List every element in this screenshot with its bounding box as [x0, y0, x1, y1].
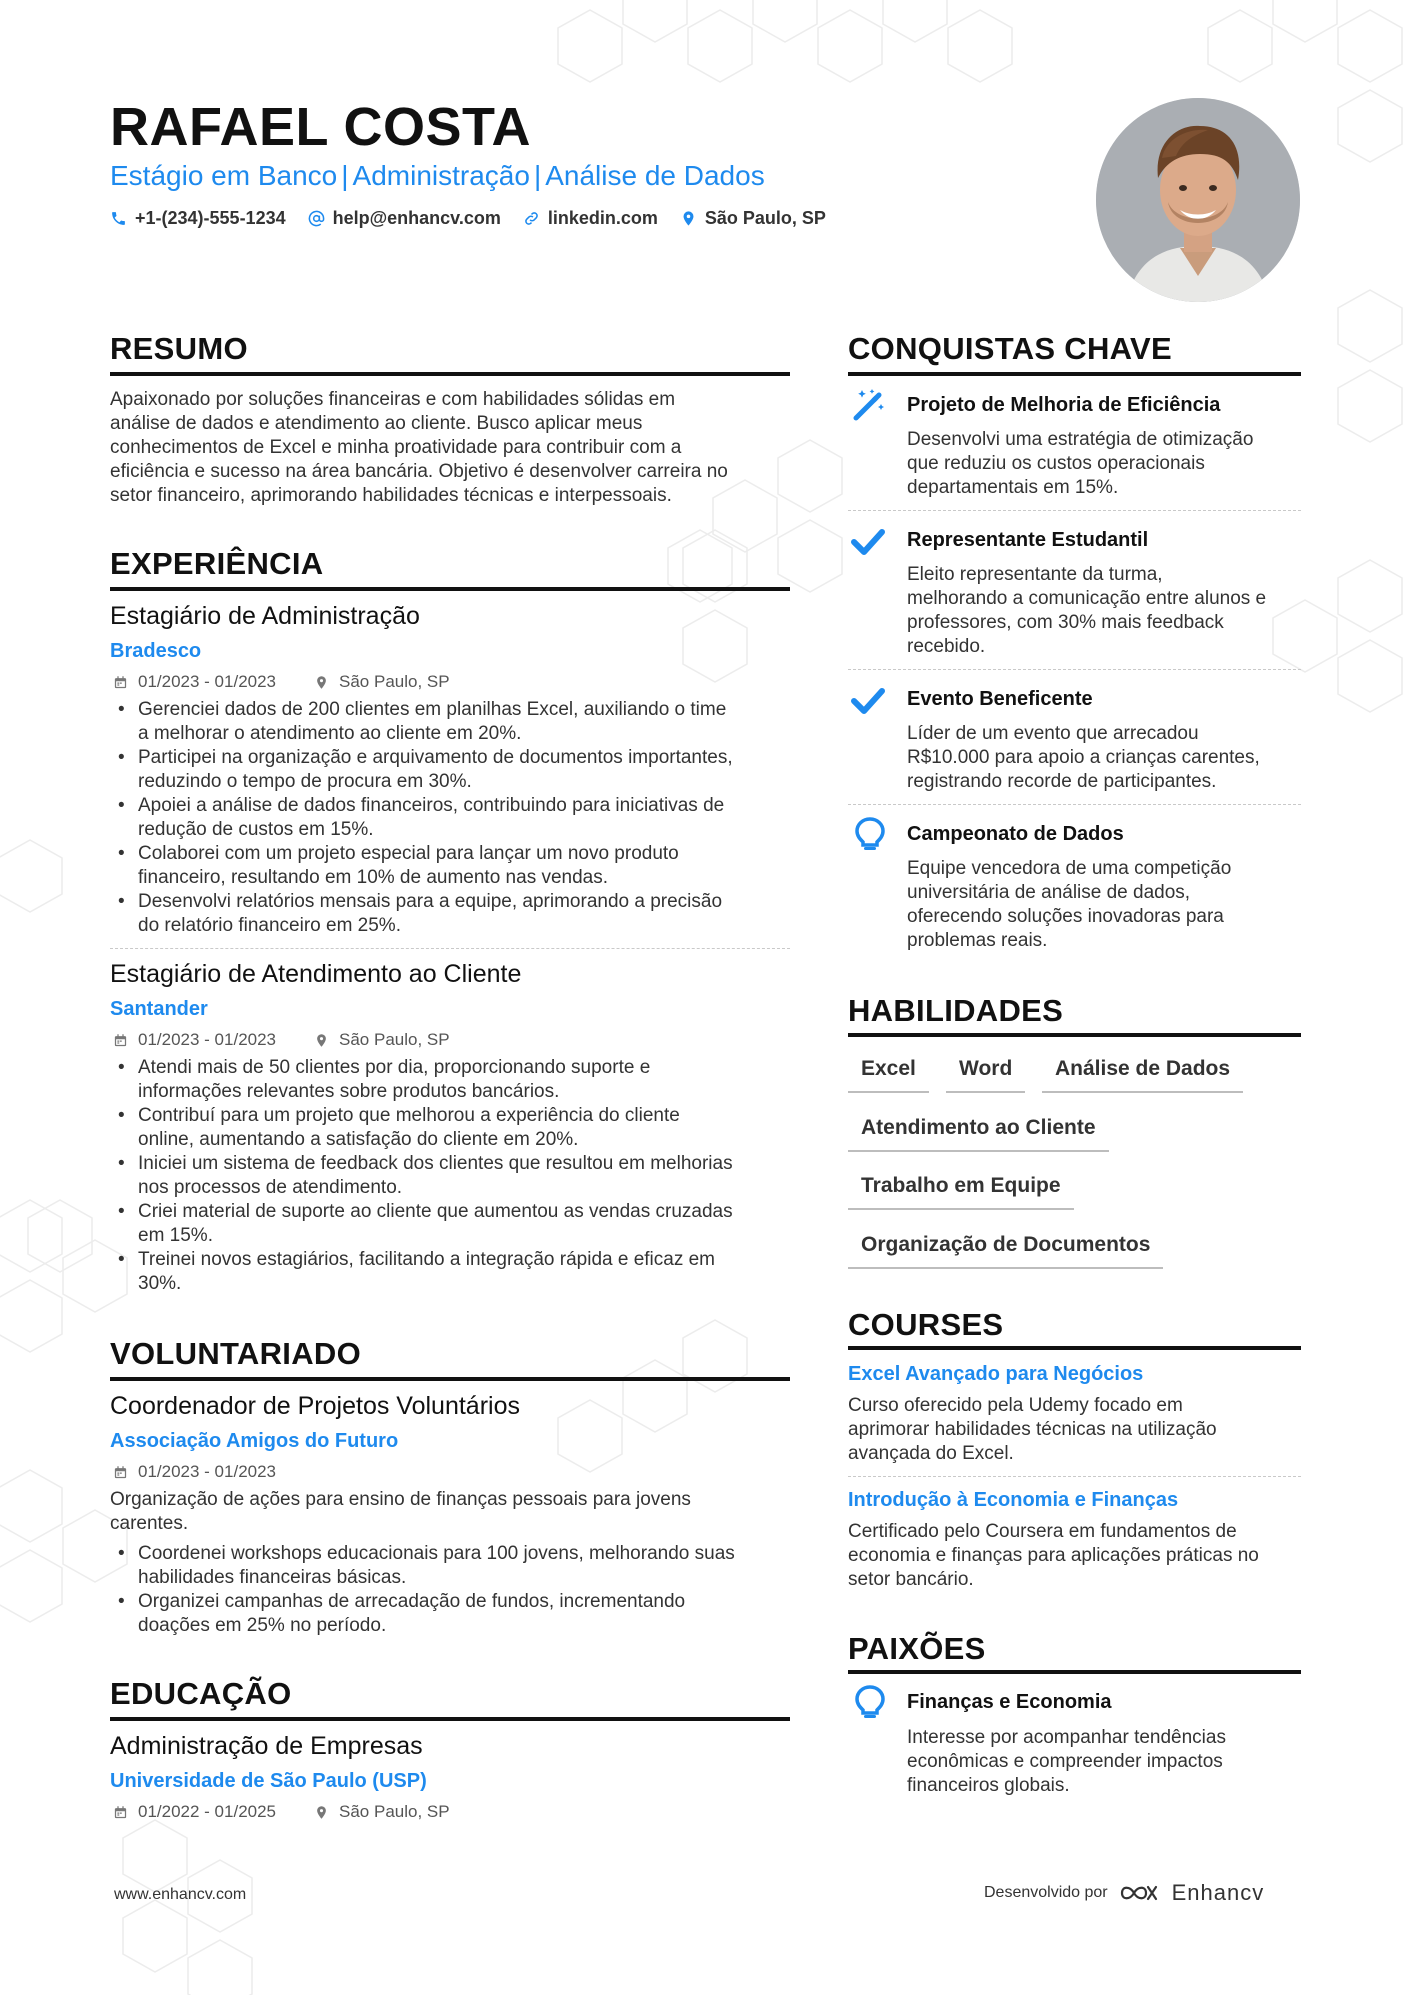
at-sign-icon: [308, 210, 325, 227]
achievements-rule: [848, 372, 1301, 376]
course-divider: [848, 1476, 1301, 1477]
contact-bar: [110, 208, 826, 229]
linkedin-link: linkedin.com: [547, 208, 658, 228]
contact-email[interactable]: [308, 208, 501, 229]
passion-description: Interesse por acompanhar tendências econômicas e compreender impactos financeiros globais.: [907, 1727, 1226, 1796]
course-title: Introdução à Economia e Finanças: [848, 1489, 1179, 1511]
location-pin-icon: [314, 1805, 329, 1820]
achievement-title: Campeonato de Dados: [907, 823, 1124, 845]
passion-title: Finanças e Economia: [907, 1691, 1112, 1713]
skill-tag: Análise de Dados: [1042, 1057, 1243, 1093]
job-role: Estagiário de Administração: [110, 602, 420, 630]
location-pin-icon: [314, 675, 329, 690]
volunteer-rule: [110, 1377, 790, 1381]
magic-wand-icon: [850, 386, 886, 422]
email-address: help@enhancv.com: [332, 208, 501, 228]
achievement-divider: [848, 804, 1301, 805]
bullet-item: • Participei na organização e arquivamento de documentos importantes, reduzindo o tempo de procura em 30%.: [110, 746, 733, 794]
location-text: São Paulo, SP: [704, 208, 826, 228]
summary-line: Apaixonado por soluções financeiras e com habilidades sólidas em: [110, 389, 676, 410]
skills-rule: [848, 1033, 1301, 1037]
bullet-item: • Atendi mais de 50 clientes por dia, proporcionando suporte e informações relevantes sobre produtos bancários.: [110, 1056, 733, 1104]
bullet-item: • Desenvolvi relatórios mensais para a equipe, aprimorando a precisão do relatório financeiro em 25%.: [110, 890, 733, 938]
profile-photo: [1096, 98, 1300, 302]
achievements-heading: CONQUISTAS CHAVE: [848, 331, 1173, 366]
job-divider: [110, 948, 790, 949]
summary-line: eficiência e sucesso na área bancária. Objetivo é desenvolver carreira no: [110, 461, 728, 482]
job-dates: 01/2023 - 01/2023: [138, 672, 277, 691]
checkmark-icon: [850, 683, 886, 719]
course-description: Curso oferecido pela Udemy focado em aprimorar habilidades técnicas na utilização avançada do Excel.: [848, 1395, 1217, 1464]
summary-line: conhecimentos de Excel e minha proatividade para contribuir com a: [110, 437, 682, 458]
summary-heading: RESUMO: [110, 331, 248, 366]
calendar-icon: [113, 675, 128, 690]
job-company: Santander: [110, 998, 208, 1020]
job-bullets: [110, 698, 733, 938]
checkmark-icon: [850, 524, 886, 560]
location-pin-icon: [680, 210, 697, 227]
skill-tag: Trabalho em Equipe: [848, 1174, 1074, 1210]
volunteer-description: Organização de ações para ensino de finanças pessoais para jovens carentes.: [110, 1489, 691, 1534]
volunteer-meta: [113, 1462, 276, 1482]
experience-rule: [110, 587, 790, 591]
powered-by-text: Desenvolvido por: [984, 1884, 1108, 1901]
footer-branding: [984, 1880, 1264, 1906]
courses-heading: COURSES: [848, 1307, 1004, 1342]
phone-icon: [110, 210, 127, 227]
education-location: São Paulo, SP: [339, 1802, 450, 1821]
achievement-description: Equipe vencedora de uma competição universitária de análise de dados, oferecendo soluções inovadoras para problemas reais.: [907, 858, 1232, 951]
skill-tag: Excel: [848, 1057, 929, 1093]
lightbulb-icon: [852, 816, 888, 852]
link-icon: [523, 210, 540, 227]
skill-tag: Organização de Documentos: [848, 1233, 1163, 1269]
volunteer-org: Associação Amigos do Futuro: [110, 1430, 399, 1452]
bullet-item: • Treinei novos estagiários, facilitando a integração rápida e eficaz em 30%.: [110, 1248, 733, 1296]
bullet-item: • Iniciei um sistema de feedback dos clientes que resultou em melhorias nos processos de atendimento.: [110, 1152, 733, 1200]
summary-text: [110, 388, 728, 508]
skill-tag: Word: [946, 1057, 1025, 1093]
job-location: São Paulo, SP: [339, 1030, 450, 1049]
bullet-item: • Criei material de suporte ao cliente que aumentou as vendas cruzadas em 15%.: [110, 1200, 733, 1248]
lightbulb-icon: [852, 1684, 888, 1720]
job-bullets: [110, 1056, 733, 1296]
calendar-icon: [113, 1805, 128, 1820]
tagline-skill: Análise de Dados: [545, 160, 765, 191]
job-location: São Paulo, SP: [339, 672, 450, 691]
job-dates: 01/2023 - 01/2023: [138, 1030, 277, 1049]
course-title: Excel Avançado para Negócios: [848, 1363, 1144, 1385]
achievement-title: Projeto de Melhoria de Eficiência: [907, 394, 1221, 416]
calendar-icon: [113, 1033, 128, 1048]
tagline-role: Estágio em Banco: [110, 160, 338, 191]
education-dates: 01/2022 - 01/2025: [138, 1802, 277, 1821]
course-description: Certificado pelo Coursera em fundamentos de economia e finanças para aplicações práticas no setor bancário.: [848, 1521, 1259, 1590]
courses-rule: [848, 1346, 1301, 1350]
tagline-separator: |: [341, 160, 349, 191]
education-rule: [110, 1717, 790, 1721]
job-company: Bradesco: [110, 640, 202, 662]
volunteer-role: Coordenador de Projetos Voluntários: [110, 1392, 520, 1420]
brand-name: Enhancv: [1171, 1880, 1265, 1905]
volunteer-bullets: [110, 1542, 735, 1638]
summary-rule: [110, 372, 790, 376]
job-meta: [113, 672, 450, 692]
phone-number: +1-(234)-555-1234: [135, 208, 286, 228]
achievement-divider: [848, 669, 1301, 670]
tagline-field: Administração: [352, 160, 530, 191]
contact-phone[interactable]: [110, 208, 286, 229]
achievement-description: Eleito representante da turma, melhorando a comunicação entre alunos e professores, com 30% mais feedback recebido.: [907, 564, 1267, 657]
location-pin-icon: [314, 1033, 329, 1048]
education-degree: Administração de Empresas: [110, 1732, 423, 1760]
summary-line: setor financeiro, aprimorando habilidades técnicas e interpessoais.: [110, 485, 672, 506]
passions-heading: PAIXÕES: [848, 1631, 986, 1666]
education-heading: EDUCAÇÃO: [110, 1676, 292, 1711]
contact-linkedin[interactable]: [523, 208, 658, 229]
achievement-description: Desenvolvi uma estratégia de otimização que reduziu os custos operacionais departamentais em 15%.: [907, 429, 1254, 498]
bullet-item: • Organizei campanhas de arrecadação de fundos, incrementando doações em 25% no período.: [110, 1590, 735, 1638]
experience-heading: EXPERIÊNCIA: [110, 546, 324, 581]
summary-line: análise de dados e atendimento ao cliente. Busco aplicar meus: [110, 413, 643, 434]
skills-heading: HABILIDADES: [848, 993, 1064, 1028]
skill-tag: Atendimento ao Cliente: [848, 1116, 1109, 1152]
passions-rule: [848, 1670, 1301, 1674]
calendar-icon: [113, 1465, 128, 1480]
bullet-item: • Coordenei workshops educacionais para 100 jovens, melhorando suas habilidades financeiras básicas.: [110, 1542, 735, 1590]
achievement-divider: [848, 510, 1301, 511]
bullet-item: • Contribuí para um projeto que melhorou a experiência do cliente online, aumentando a satisfação do cliente em 20%.: [110, 1104, 733, 1152]
job-role: Estagiário de Atendimento ao Cliente: [110, 960, 522, 988]
achievement-description: Líder de um evento que arrecadou R$10.000 para apoio a crianças carentes, registrando recorde de participantes.: [907, 723, 1260, 792]
bullet-item: • Apoiei a análise de dados financeiros, contribuindo para iniciativas de redução de custos em 15%.: [110, 794, 733, 842]
achievement-title: Representante Estudantil: [907, 529, 1149, 551]
candidate-name: RAFAEL COSTA: [110, 97, 532, 157]
job-meta: [113, 1030, 450, 1050]
volunteer-heading: VOLUNTARIADO: [110, 1336, 362, 1371]
bullet-item: • Colaborei com um projeto especial para lançar um novo produto financeiro, resultando em 10% de aumento nas vendas.: [110, 842, 733, 890]
education-school: Universidade de São Paulo (USP): [110, 1770, 427, 1792]
bullet-item: • Gerenciei dados de 200 clientes em planilhas Excel, auxiliando o time a melhorar o atendimento ao cliente em 20%.: [110, 698, 733, 746]
tagline-separator: |: [533, 160, 542, 191]
achievement-title: Evento Beneficente: [907, 688, 1093, 710]
contact-location: [680, 208, 826, 229]
tagline: [110, 160, 765, 192]
volunteer-dates: 01/2023 - 01/2023: [138, 1462, 277, 1481]
enhancv-logo-icon: [1118, 1881, 1162, 1905]
education-meta: [113, 1802, 450, 1822]
footer-website[interactable]: www.enhancv.com: [114, 1886, 247, 1903]
